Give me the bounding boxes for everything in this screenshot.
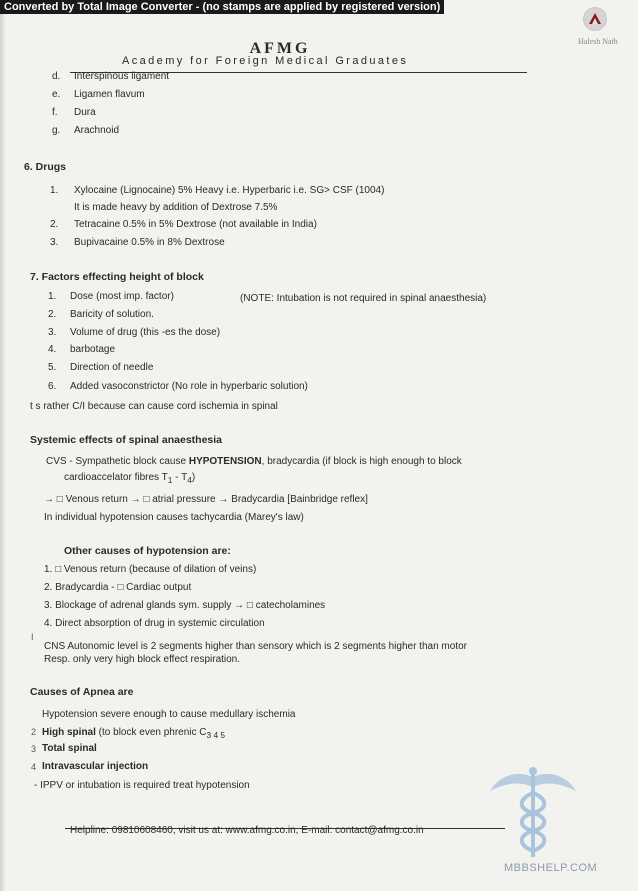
apnea-line: - IPPV or intubation is required treat hypotension [34, 780, 250, 791]
list-item-text: Interspinous ligament [74, 71, 170, 82]
footer-helpline: Helpline: 09810608460, visit us at: www.afmg.co.in, E-mail: contact@afmg.co.in [70, 825, 424, 836]
resp-line: Resp. only very high block effect respiration. [44, 654, 241, 665]
list-item-text: Bupivacaine 0.5% in 8% Dextrose [74, 237, 225, 248]
apnea-line: Hypotension severe enough to cause medullary ischemia [42, 709, 296, 720]
list-item-text: Volume of drug (this -es the dose) [70, 327, 221, 338]
section-heading-systemic: Systemic effects of spinal anaesthesia [30, 434, 222, 446]
list-marker: 1. [48, 291, 57, 302]
list-item-text: 1. □ Venous return (because of dilation of veins) [44, 564, 257, 575]
list-marker: 4. [48, 344, 57, 355]
list-item-text: Baricity of solution. [70, 309, 154, 320]
section-heading-apnea: Causes of Apnea are [30, 686, 134, 698]
bullet-mark: 3 [31, 744, 37, 754]
page-subtitle: Academy for Foreign Medical Graduates [122, 55, 409, 67]
list-item-text: Ligamen flavum [74, 89, 145, 100]
watermark-text: MBBSHELP.COM [504, 862, 598, 874]
bullet-mark: I [31, 632, 34, 642]
cns-line: CNS Autonomic level is 2 segments higher than sensory which is 2 segments higher than motor [44, 641, 467, 652]
list-item-text: barbotage [70, 344, 116, 355]
section-heading-drugs: 6. Drugs [24, 161, 67, 173]
list-item: e. [52, 89, 61, 100]
list-marker: 1. [50, 185, 59, 196]
bullet-mark: 2 [31, 727, 37, 737]
venous-return-line: → □ Venous return → □ atrial pressure → Bradycardia [Bainbridge reflex] [44, 494, 368, 505]
list-item-text: It is made heavy by addition of Dextrose 7.5% [74, 202, 278, 213]
logo-icon [583, 7, 607, 31]
list-item-text: Dura [74, 107, 96, 118]
bullet-mark: 4 [31, 762, 37, 772]
converter-banner: Converted by Total Image Converter - (no stamps are applied by registered version) [0, 0, 444, 14]
list-marker: 5. [48, 362, 57, 373]
cvs-line-2: cardioaccelator fibres $T_1 - T_4$) [64, 472, 196, 485]
list-item: f. [52, 107, 58, 118]
cvs-line: CVS - Sympathetic block cause HYPOTENSION, bradycardia (if block is high enough to block [46, 456, 462, 467]
caduceus-icon [488, 765, 578, 865]
list-marker: 2. [50, 219, 59, 230]
page-title: AFMG [249, 40, 311, 57]
scan-edge [0, 14, 6, 891]
list-item-text: Tetracaine 0.5% in 5% Dextrose (not available in India) [74, 219, 317, 230]
section-heading-factors: 7. Factors effecting height of block [30, 271, 204, 283]
apnea-line: High spinal (to block even phrenic $C_{3 4 5}$ [42, 727, 226, 740]
list-marker: 6. [48, 381, 57, 392]
list-marker: 2. [48, 309, 57, 320]
apnea-line: Intravascular injection [42, 761, 149, 772]
list-item: g. [52, 125, 61, 136]
apnea-line: Total spinal [42, 743, 97, 754]
list-item-text: Arachnoid [74, 125, 120, 136]
list-item-text: Xylocaine (Lignocaine) 5% Heavy i.e. Hyperbaric i.e. SG> CSF (1004) [74, 185, 385, 196]
list-item-text: Direction of needle [70, 362, 154, 373]
list-item-text: 4. Direct absorption of drug in systemic circulation [44, 618, 265, 629]
list-item-text: Dose (most imp. factor) [70, 291, 174, 302]
subheading-hypotension: Other causes of hypotension are: [64, 545, 231, 557]
list-marker: 3. [48, 327, 57, 338]
list-item-text: 2. Bradycardia - □ Cardiac output [44, 582, 192, 593]
list-item-text: 3. Blockage of adrenal glands sym. supply → □ catecholamines [44, 600, 326, 611]
list-item-text: Added vasoconstrictor (No role in hyperbaric solution) [70, 381, 308, 392]
intubation-note: (NOTE: Intubation is not required in spinal anaesthesia) [240, 293, 487, 304]
list-marker: 3. [50, 237, 59, 248]
logo-author: Halesh Nath [578, 37, 618, 46]
marey-law-line: In individual hypotension causes tachycardia (Marey's law) [44, 512, 304, 523]
list-item: d. [52, 71, 61, 82]
trailing-note: t s rather C/I because can cause cord ischemia in spinal [30, 401, 278, 412]
